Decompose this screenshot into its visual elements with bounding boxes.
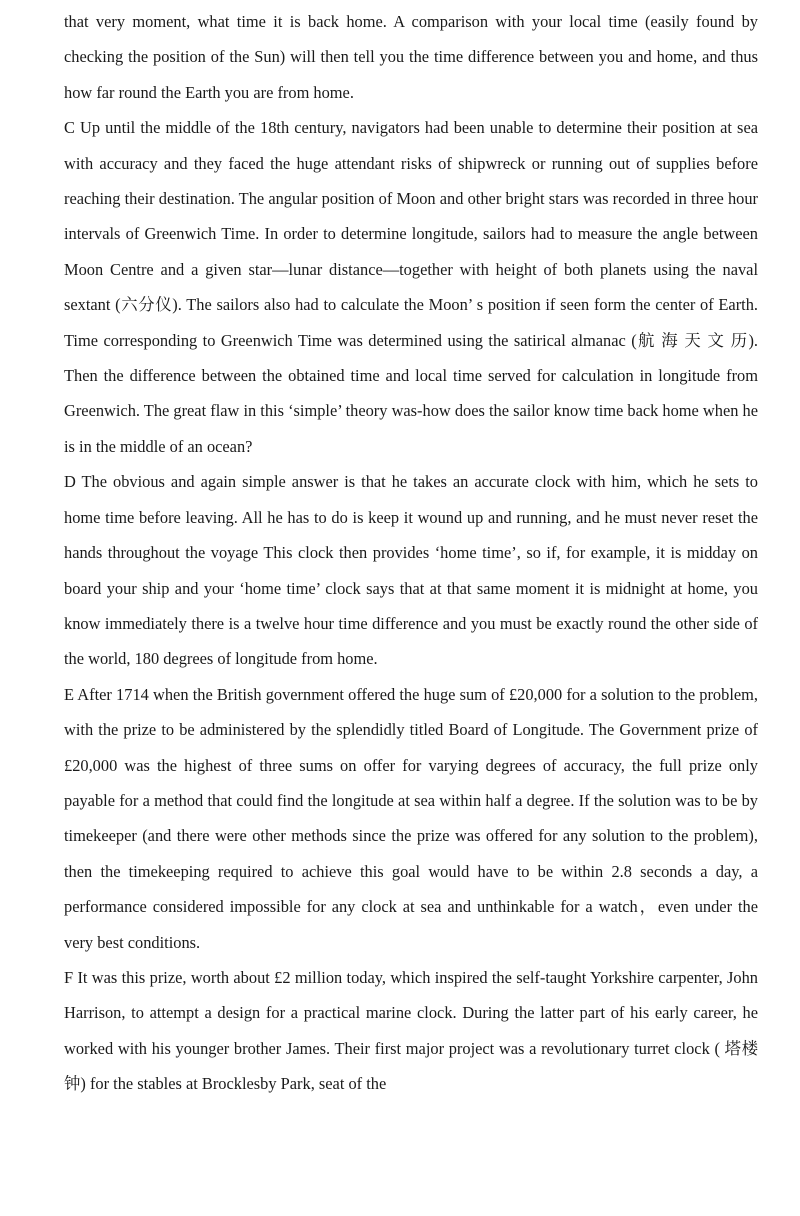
paragraph-c: C Up until the middle of the 18th century, navigators had been unable to determine their position at sea with accuracy and they faced the huge attendant risks of shipwreck or running out of supplies before reaching their destination. The angular position of Moon and other bright stars was recorded in three hour intervals of Greenwich Time. In order to determine longitude, sailors had to measure the angle between Moon Centre and a given star—lunar distance—together with height of both planets using the naval sextant (六分仪). The sailors also had to calculate the Moon’ s position if seen form the center of Earth. Time corresponding to Greenwich Time was determined using the satirical almanac (航 海 天 文 历). Then the difference between the obtained time and local time served for calculation in longitude from Greenwich. The great flaw in this ‘simple’ theory was-how does the sailor know time back home when he is in the middle of an ocean? [64,118,758,456]
paragraph-e: E After 1714 when the British government offered the huge sum of £20,000 for a solution to the problem, with the prize to be administered by the splendidly titled Board of Longitude. The Government prize of £20,000 was the highest of three sums on offer for varying degrees of accuracy, the full prize only payable for a method that could find the longitude at sea within half a degree. If the solution was to be by timekeeper (and there were other methods since the prize was offered for any solution to the problem), then the timekeeping required to achieve this goal would have to be within 2.8 seconds a day, a performance considered impossible for any clock at sea and unthinkable for a watch，even under the very best conditions. [64,684,758,952]
document-page [64,4,758,1102]
paragraph-d: D The obvious and again simple answer is that he takes an accurate clock with him, which he sets to home time before leaving. All he has to do is keep it wound up and running, and he must never reset the hands throughout the voyage This clock then provides ‘home time’, so if, for example, it is midday on board your ship and your ‘home time’ clock says that at that same moment it is midnight at home, you know immediately there is a twelve hour time difference and you must be exactly round the other side of the world, 180 degrees of longitude from home. [64,472,758,669]
paragraph-f: F It was this prize, worth about £2 million today, which inspired the self-taught Yorkshire carpenter, John Harrison, to attempt a design for a practical marine clock. During the latter part of his early career, he worked with his younger brother James. Their first major project was a revolutionary turret clock ( 塔楼 钟) for the stables at Brocklesby Park, seat of the [64,967,758,1094]
paragraph-b-continuation: that very moment, what time it is back home. A comparison with your local time (easily found by checking the position of the Sun) will then tell you the time difference between you and home, and thus how far round the Earth you are from home. [64,12,758,102]
